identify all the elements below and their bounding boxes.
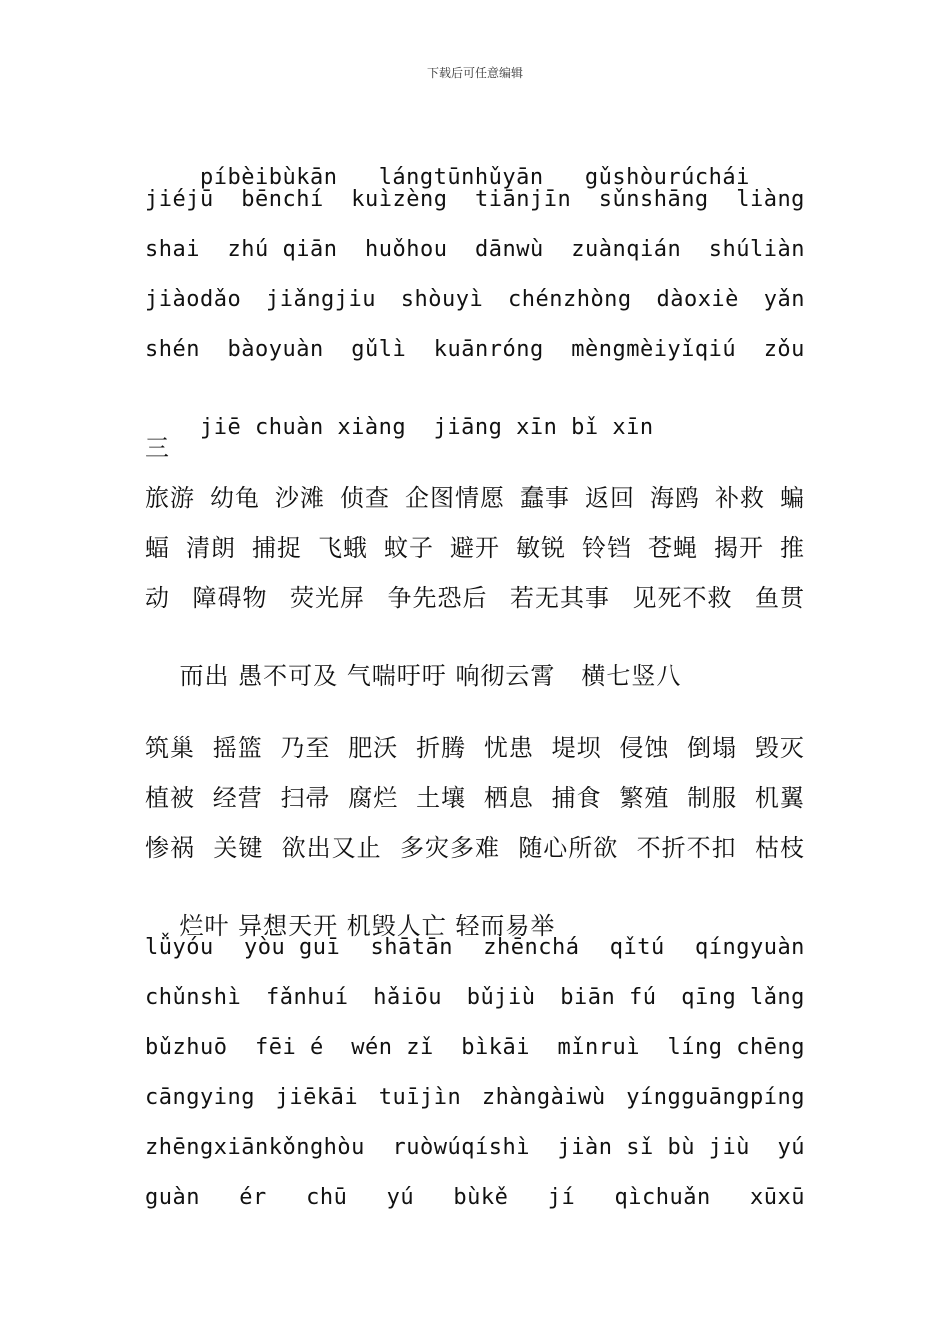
pinyin-word: jiāng xīn bǐ xīn — [433, 415, 654, 440]
hanzi-word: 不折不扣 — [636, 834, 737, 862]
pinyin-word: lángtūnhǔyān — [378, 165, 544, 190]
pinyin-word: píbèibùkān — [199, 165, 338, 190]
pinyin-word: chǔnshì — [145, 985, 242, 1010]
hanzi-word: 多灾多难 — [399, 834, 500, 862]
pinyin-word: kuānróng — [433, 337, 544, 362]
hanzi-word: 荧光屏 — [290, 584, 365, 612]
pinyin-word: shúliàn — [708, 237, 805, 262]
hanzi-word: 随心所欲 — [518, 834, 619, 862]
hanzi-word: 蝠 — [145, 534, 170, 562]
pinyin-word: chū — [306, 1185, 348, 1210]
pinyin-word: jiēkāi — [275, 1085, 359, 1110]
hanzi-word: 乃至 — [280, 734, 331, 762]
hanzi-word: 补救 — [715, 484, 765, 512]
hanzi-word: 飞蛾 — [318, 534, 368, 562]
pinyin-word: yú — [386, 1185, 415, 1210]
hanzi-word: 争先恐后 — [387, 584, 488, 612]
pinyin-word: dānwù — [474, 237, 544, 262]
hanzi-word: 倒塌 — [687, 734, 738, 762]
pinyin-line — [145, 186, 805, 214]
hanzi-word: 沙滩 — [275, 484, 325, 512]
hanzi-word: 蠢事 — [520, 484, 570, 512]
hanzi-word: 欲出又止 — [281, 834, 382, 862]
pinyin-word: qíngyuàn — [694, 935, 805, 960]
hanzi-word: 蚊子 — [384, 534, 434, 562]
pinyin-word: dàoxiè — [656, 287, 739, 312]
pinyin-line — [145, 934, 805, 962]
hanzi-word: 气喘吁吁 — [346, 662, 447, 690]
hanzi-word: 捕食 — [551, 784, 602, 812]
hanzi-line — [145, 584, 805, 612]
section-number: 三 — [145, 434, 170, 462]
hanzi-word: 堤坝 — [551, 734, 602, 762]
hanzi-word: 摇篮 — [212, 734, 263, 762]
hanzi-word: 捕捉 — [252, 534, 302, 562]
hanzi-word: 横七竖八 — [581, 662, 682, 690]
pinyin-word: ér — [239, 1185, 267, 1210]
pinyin-line — [145, 286, 805, 314]
hanzi-word: 烂叶 — [179, 912, 230, 940]
hanzi-word: 清朗 — [186, 534, 236, 562]
hanzi-word: 异想天开 — [238, 912, 339, 940]
pinyin-word: mèngmèiyǐqiú — [571, 337, 737, 362]
hanzi-word: 障碍物 — [192, 584, 268, 612]
pinyin-word: cāngying — [145, 1085, 255, 1110]
pinyin-word: bìkāi — [461, 1035, 530, 1060]
hanzi-word: 苍蝇 — [648, 534, 698, 562]
hanzi-word: 轻而易举 — [455, 912, 556, 940]
hanzi-word: 铃铛 — [582, 534, 632, 562]
pinyin-word: xūxū — [750, 1185, 805, 1210]
pinyin-word: zǒu — [763, 337, 805, 362]
hanzi-word: 动 — [145, 584, 170, 612]
hanzi-word: 敏锐 — [516, 534, 566, 562]
hanzi-word: 经营 — [212, 784, 263, 812]
pinyin-word: qīng lǎng — [681, 985, 805, 1010]
pinyin-word: bēnchí — [241, 187, 324, 212]
pinyin-word: jiéjū — [145, 187, 214, 212]
pinyin-line — [145, 1034, 805, 1062]
hanzi-line — [145, 834, 805, 862]
pinyin-word: bùkě — [453, 1185, 509, 1210]
pinyin-word: jí — [547, 1185, 576, 1210]
hanzi-word: 关键 — [213, 834, 264, 862]
hanzi-word: 惨祸 — [145, 834, 195, 862]
hanzi-word: 枯枝 — [754, 834, 805, 862]
pinyin-word: sǔnshāng — [598, 187, 709, 212]
pinyin-word: gǔshòurúchái — [584, 165, 750, 190]
pinyin-word: yòu guī — [244, 935, 341, 960]
pinyin-word: wén zǐ — [351, 1035, 434, 1060]
pinyin-word: zhú qiān — [227, 237, 338, 262]
hanzi-word: 愚不可及 — [238, 662, 339, 690]
pinyin-word: shén — [145, 337, 200, 362]
hanzi-line — [145, 634, 681, 718]
pinyin-word: tiānjīn — [474, 187, 572, 212]
hanzi-word: 旅游 — [145, 484, 195, 512]
pinyin-word: chénzhòng — [507, 287, 632, 312]
pinyin-word: zhàngàiwù — [481, 1085, 606, 1110]
pinyin-word: bǔzhuō — [145, 1035, 228, 1060]
hanzi-word: 避开 — [450, 534, 500, 562]
pinyin-word: liàng — [736, 187, 805, 212]
pinyin-word: mǐnruì — [557, 1035, 640, 1060]
pinyin-word: shātān — [370, 935, 453, 960]
hanzi-word: 土壤 — [416, 784, 467, 812]
pinyin-line — [145, 236, 805, 264]
pinyin-word: zhēnchá — [483, 935, 580, 960]
pinyin-word: bàoyuàn — [227, 337, 324, 362]
hanzi-word: 机毁人亡 — [346, 912, 447, 940]
hanzi-word: 而出 — [179, 662, 230, 690]
pinyin-line — [145, 386, 654, 470]
pinyin-word: yú — [777, 1135, 805, 1160]
pinyin-word: fǎnhuí — [265, 985, 349, 1010]
pinyin-line — [145, 984, 805, 1012]
pinyin-word: bǔjiù — [466, 985, 536, 1010]
hanzi-word: 侦查 — [340, 484, 390, 512]
pinyin-word: huǒhou — [364, 237, 448, 262]
hanzi-word: 返回 — [585, 484, 635, 512]
hanzi-word: 推 — [780, 534, 805, 562]
pinyin-word: jiē chuàn xiàng — [199, 415, 407, 440]
hanzi-word: 鱼贯 — [755, 584, 805, 612]
pinyin-word: tuījìn — [378, 1085, 462, 1110]
pinyin-line — [145, 1184, 805, 1212]
hanzi-word: 响彻云霄 — [455, 662, 556, 690]
pinyin-word: ruòwúqíshì — [392, 1135, 530, 1160]
hanzi-word: 制服 — [687, 784, 738, 812]
hanzi-word: 毁灭 — [754, 734, 805, 762]
pinyin-word: fēi é — [255, 1035, 324, 1060]
hanzi-word: 腐烂 — [348, 784, 399, 812]
pinyin-word: zhēngxiānkǒnghòu — [145, 1135, 365, 1160]
pinyin-word: zuànqián — [571, 237, 682, 262]
pinyin-word: shai — [145, 237, 200, 262]
hanzi-word: 繁殖 — [619, 784, 670, 812]
hanzi-word: 植被 — [145, 784, 195, 812]
hanzi-word: 揭开 — [714, 534, 764, 562]
hanzi-word: 栖息 — [483, 784, 534, 812]
hanzi-word: 海鸥 — [650, 484, 700, 512]
pinyin-word: shòuyì — [400, 287, 484, 312]
hanzi-word: 侵蚀 — [619, 734, 670, 762]
pinyin-line — [145, 1084, 805, 1112]
pinyin-word: jiàn sǐ bù jiù — [557, 1135, 750, 1160]
hanzi-word: 忧患 — [483, 734, 534, 762]
pinyin-word: lǚyóu — [145, 935, 214, 960]
pinyin-word: yíngguāngpíng — [626, 1085, 805, 1110]
hanzi-word: 蝙 — [780, 484, 805, 512]
hanzi-word: 肥沃 — [348, 734, 399, 762]
pinyin-word: qìchuǎn — [614, 1185, 711, 1210]
pinyin-line — [145, 336, 805, 364]
hanzi-word: 若无其事 — [510, 584, 610, 612]
hanzi-word: 扫帚 — [280, 784, 331, 812]
hanzi-line — [145, 484, 805, 512]
pinyin-word: jiǎngjiu — [265, 287, 376, 312]
pinyin-word: gǔlì — [351, 337, 407, 362]
hanzi-word: 见死不救 — [632, 584, 733, 612]
pinyin-word: qǐtú — [609, 935, 665, 960]
pinyin-word: biān fú — [560, 985, 657, 1010]
hanzi-word: 企图情愿 — [405, 484, 505, 512]
pinyin-word: jiàodǎo — [145, 287, 242, 312]
hanzi-word: 机翼 — [754, 784, 805, 812]
pinyin-word: hǎiōu — [373, 985, 442, 1010]
pinyin-word: kuìzèng — [351, 187, 448, 212]
hanzi-line — [145, 784, 805, 812]
hanzi-word: 筑巢 — [145, 734, 195, 762]
hanzi-line — [145, 534, 805, 562]
pinyin-word: yǎn — [763, 287, 805, 312]
pinyin-word: guàn — [145, 1185, 200, 1210]
hanzi-line — [145, 734, 805, 762]
header-note: 下载后可任意编辑 — [426, 66, 523, 80]
hanzi-word: 折腾 — [416, 734, 467, 762]
pinyin-line — [145, 1134, 805, 1162]
hanzi-word: 幼龟 — [210, 484, 260, 512]
pinyin-word: líng chēng — [667, 1035, 805, 1060]
